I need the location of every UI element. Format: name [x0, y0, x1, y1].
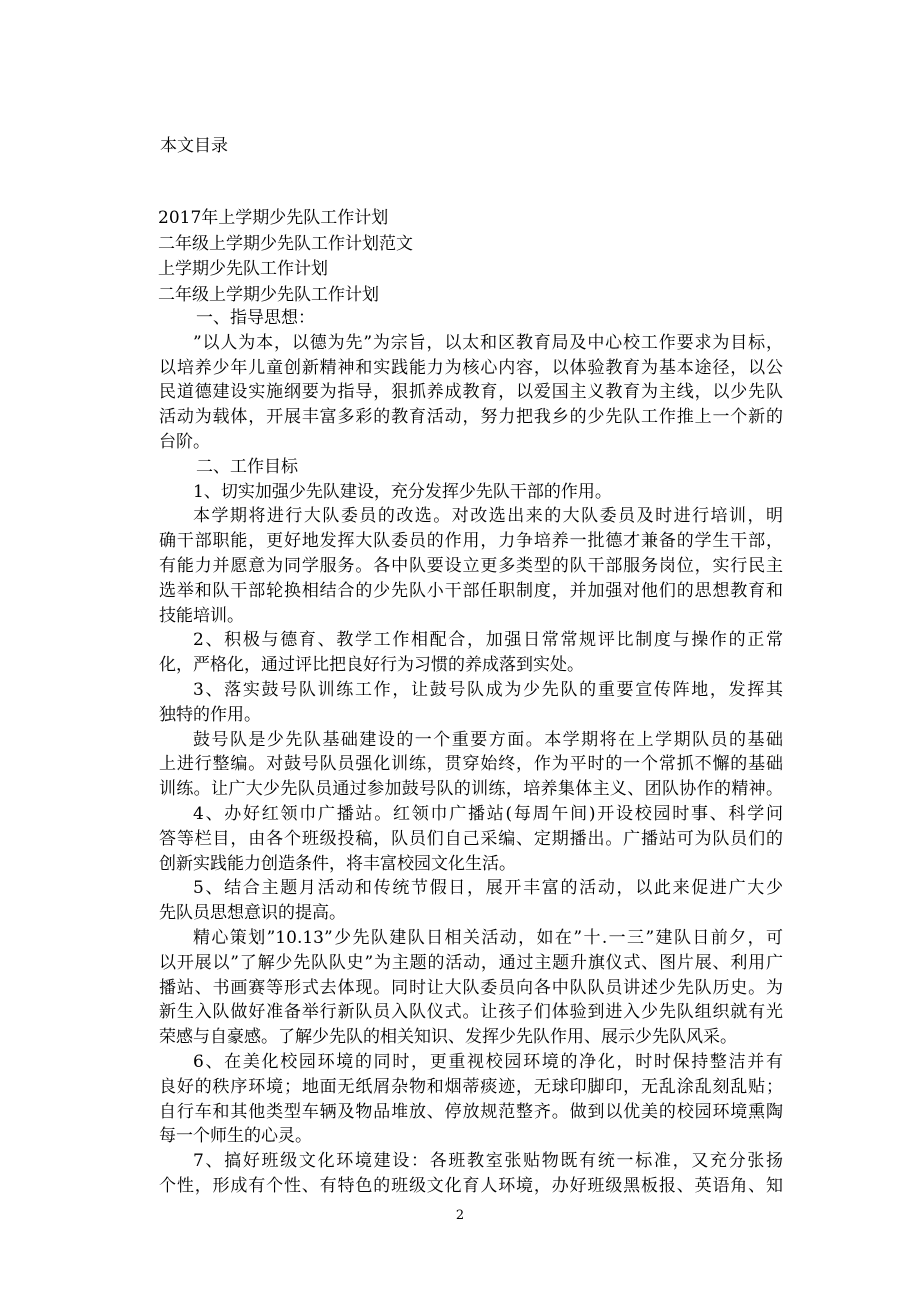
paragraph-line: 5、结合主题月活动和传统节假日，展开丰富的活动，以此来促进广大少 — [193, 878, 783, 899]
paragraph-line: 以培养少年儿童创新精神和实践能力为核心内容，以体验教育为基本途径，以公 — [159, 357, 783, 378]
paragraph-line: 自行车和其他类型车辆及物品堆放、停放规范整齐。做到以优美的校园环境熏陶 — [159, 1101, 783, 1122]
paragraph-line: 活动为载体，开展丰富多彩的教育活动，努力把我乡的少先队工作推上一个新的 — [159, 407, 783, 428]
paragraph-line: 7、搞好班级文化环境建设：各班教室张贴物既有统一标准，又充分张扬 — [193, 1151, 783, 1172]
paragraph-line: 良好的秩序环境；地面无纸屑杂物和烟蒂痰迹，无球印脚印，无乱涂乱刻乱贴； — [159, 1076, 783, 1097]
paragraph-line: 化，严格化，通过评比把良好行为习惯的养成落到实处。 — [159, 655, 584, 676]
paragraph-line: 鼓号队是少先队基础建设的一个重要方面。本学期将在上学期队员的基础 — [193, 729, 783, 750]
paragraph-line: 6、在美化校园环境的同时，更重视校园环境的净化，时时保持整洁并有 — [193, 1051, 783, 1072]
paragraph-line: 个性，形成有个性、有特色的班级文化育人环境，办好班级黑板报、英语角、知 — [159, 1175, 783, 1196]
paragraph-line: 上进行整编。对鼓号队员强化训练，贯穿始终，作为平时的一个常抓不懈的基础 — [159, 754, 783, 775]
paragraph-line: 本学期将进行大队委员的改选。对改选出来的大队委员及时进行培训，明 — [193, 506, 783, 527]
paragraph-line: 精心策划”10.13”少先队建队日相关活动，如在”十.一三”建队日前夕，可 — [193, 927, 783, 948]
toc-item[interactable]: 二年级上学期少先队工作计划 — [158, 284, 379, 305]
paragraph-line: 1、切实加强少先队建设，充分发挥少先队干部的作用。 — [193, 481, 612, 502]
paragraph-line: 有能力并愿意为同学服务。各中队要设立更多类型的队干部服务岗位，实行民主 — [159, 555, 783, 576]
toc-item[interactable]: 二年级上学期少先队工作计划范文 — [158, 233, 413, 254]
paragraph-line: 荣感与自豪感。了解少先队的相关知识、发挥少先队作用、展示少先队风采。 — [159, 1027, 737, 1048]
paragraph-line: 播站、书画赛等形式去体现。同时让大队委员向各中队队员讲述少先队历史。为 — [159, 977, 783, 998]
paragraph-line: 以开展以”了解少先队队史”为主题的活动，通过主题升旗仪式、图片展、利用广 — [159, 952, 783, 973]
paragraph-line: 技能培训。 — [159, 605, 244, 626]
page-number: 2 — [455, 1208, 465, 1223]
paragraph-line: 先队员思想意识的提高。 — [159, 903, 346, 924]
paragraph-line: 确干部职能，更好地发挥大队委员的作用，力争培养一批德才兼备的学生干部， — [159, 531, 783, 552]
paragraph-line: 台阶。 — [159, 431, 210, 452]
paragraph-line: ”以人为本，以德为先”为宗旨，以太和区教育局及中心校工作要求为目标， — [193, 332, 783, 353]
paragraph-line: 每一个师生的心灵。 — [159, 1126, 312, 1147]
paragraph-line: 训练。让广大少先队员通过参加鼓号队的训练，培养集体主义、团队协作的精神。 — [159, 779, 783, 800]
paragraph-line: 新生入队做好准备举行新队员入队仪式。让孩子们体验到进入少先队组织就有光 — [159, 1002, 783, 1023]
paragraph-line: 民道德建设实施纲要为指导，狠抓养成教育，以爱国主义教育为主线，以少先队 — [159, 382, 783, 403]
paragraph-line: 4、办好红领巾广播站。红领巾广播站(每周午间)开设校园时事、科学问 — [193, 803, 783, 824]
section-heading: 二、工作目标 — [196, 456, 298, 477]
toc-heading: 本文目录 — [160, 136, 228, 156]
toc-item[interactable]: 上学期少先队工作计划 — [158, 259, 328, 279]
paragraph-line: 2、积极与德育、教学工作相配合，加强日常常规评比制度与操作的正常 — [193, 630, 783, 651]
paragraph-line: 创新实践能力创造条件，将丰富校园文化生活。 — [159, 853, 516, 874]
section-heading: 一、指导思想： — [196, 308, 315, 328]
paragraph-line: 独特的作用。 — [159, 704, 261, 725]
document-body — [159, 306, 783, 1199]
toc-item[interactable]: 2017年上学期少先队工作计划 — [158, 208, 389, 228]
toc-list — [158, 206, 558, 308]
paragraph-line: 3、落实鼓号队训练工作，让鼓号队成为少先队的重要宣传阵地，发挥其 — [193, 679, 783, 700]
paragraph-line: 答等栏目，由各个班级投稿，队员们自己采编、定期播出。广播站可为队员们的 — [159, 828, 783, 849]
paragraph-line: 选举和队干部轮换相结合的少先队小干部任职制度，并加强对他们的思想教育和 — [159, 580, 783, 601]
